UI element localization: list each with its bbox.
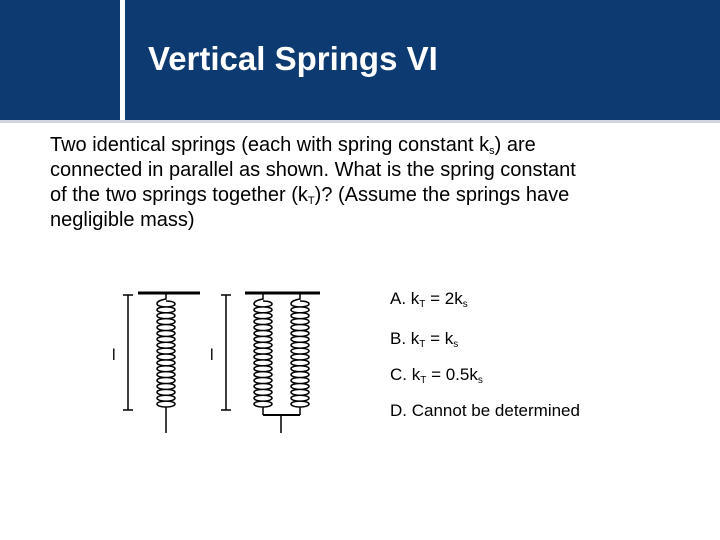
answer-c[interactable]: C. $k_T = 0.5k_s$ [390, 365, 483, 386]
springs-diagram-svg [100, 285, 340, 445]
answer-a[interactable]: A. $k_T = 2k_s$ [390, 289, 468, 310]
header-divider [0, 120, 720, 123]
single-spring-group [112, 293, 200, 433]
parallel-springs-group [210, 293, 320, 433]
answer-d[interactable]: D. Cannot be determined [390, 401, 580, 420]
spring-coil-path [291, 293, 309, 415]
spring-coil-path [254, 293, 272, 415]
spring-coil-parallel-2 [291, 293, 309, 415]
title-banner [0, 0, 720, 120]
springs-diagram [100, 285, 340, 445]
answer-b[interactable]: B. $k_T = k_s$ [390, 329, 459, 350]
question-line-2: connected in parallel as shown. What is the spring constant [50, 159, 576, 181]
banner-stripe [120, 0, 125, 120]
slide-title: Vertical Springs VI [148, 40, 438, 77]
spring-coil-single [157, 293, 175, 415]
length-label-right: l [210, 347, 214, 364]
question-line-4: negligible mass) [50, 209, 195, 231]
question-line-1: Two identical springs (each with spring constant $k_s$) are [50, 134, 536, 157]
spring-coil-parallel-1 [254, 293, 272, 415]
length-label-left: l [112, 347, 116, 364]
question-text [50, 133, 680, 233]
spring-coil-path [157, 293, 175, 415]
question-line-3: of the two springs together $(k_T)$? (Assume the springs have [50, 184, 570, 207]
